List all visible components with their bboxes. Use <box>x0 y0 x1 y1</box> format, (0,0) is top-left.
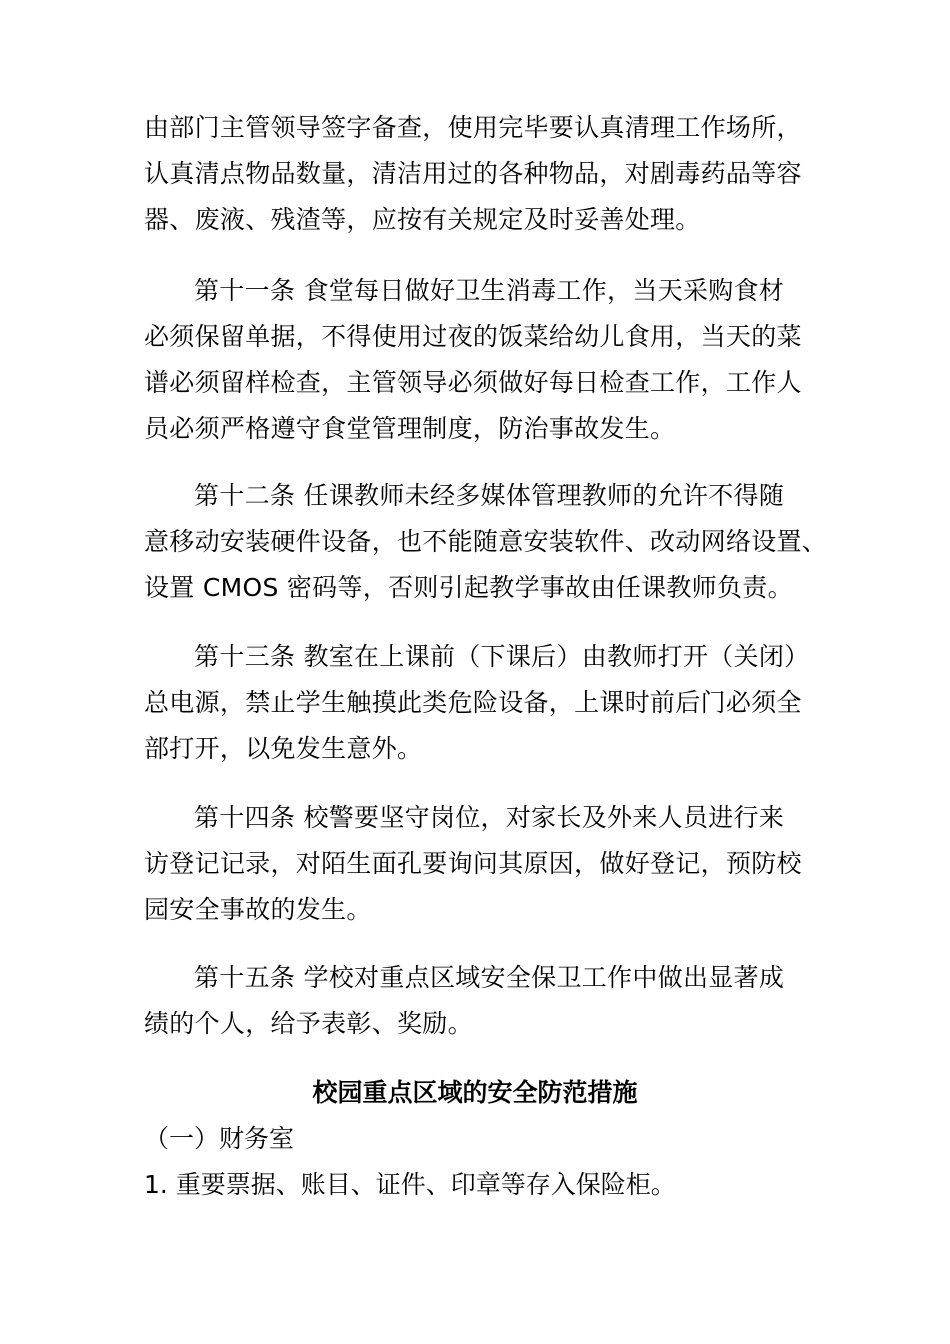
text-line: 园安全事故的发生。 <box>144 895 372 924</box>
list-item: 1. 重要票据、账目、证件、印章等存入保险柜。 <box>144 1170 676 1199</box>
text-line: 由部门主管领导签字备查，使用完毕要认真清理工作场所， <box>144 113 802 142</box>
text-line: 谱必须留样检查，主管领导必须做好每日检查工作，工作人 <box>144 368 802 397</box>
subsection-title: （一）财务室 <box>144 1124 295 1153</box>
article-12 <box>144 473 828 611</box>
text-line: 第十一条 食堂每日做好卫生消毒工作，当天采购食材 <box>194 276 785 305</box>
text-line: 访登记记录，对陌生面孔要询问其原因，做好登记，预防校 <box>144 849 802 878</box>
text-line: 器、废液、残渣等，应按有关规定及时妥善处理。 <box>144 205 701 234</box>
text-line: 员必须严格遵守食堂管理制度，防治事故发生。 <box>144 414 676 443</box>
paragraph-continuation <box>144 105 814 243</box>
text-line: 必须保留单据，不得使用过夜的饭菜给幼儿食用，当天的菜 <box>144 322 802 351</box>
text-line: 绩的个人，给予表彰、奖励。 <box>144 1009 473 1038</box>
text-line: 第十二条 任课教师未经多媒体管理教师的允许不得随 <box>194 481 785 510</box>
text-line: 设置 CMOS 密码等，否则引起教学事故由任课教师负责。 <box>144 573 793 602</box>
text-line: 第十三条 教室在上课前（下课后）由教师打开（关闭） <box>194 642 810 671</box>
text-line: 总电源，禁止学生触摸此类危险设备，上课时前后门必须全 <box>144 688 802 717</box>
text-line: 意移动安装硬件设备，也不能随意安装软件、改动网络设置、 <box>144 527 828 556</box>
text-line: 认真清点物品数量，清洁用过的各种物品，对剧毒药品等容 <box>144 159 802 188</box>
article-13 <box>144 634 814 772</box>
article-15 <box>144 955 814 1047</box>
article-14 <box>144 795 814 933</box>
text-line: 第十四条 校警要坚守岗位，对家长及外来人员进行来 <box>194 803 785 832</box>
section-heading: 校园重点区域的安全防范措施 <box>312 1078 638 1107</box>
article-11 <box>144 268 814 452</box>
text-line: 部打开，以免发生意外。 <box>144 734 423 763</box>
text-line: 第十五条 学校对重点区域安全保卫工作中做出显著成 <box>194 963 785 992</box>
